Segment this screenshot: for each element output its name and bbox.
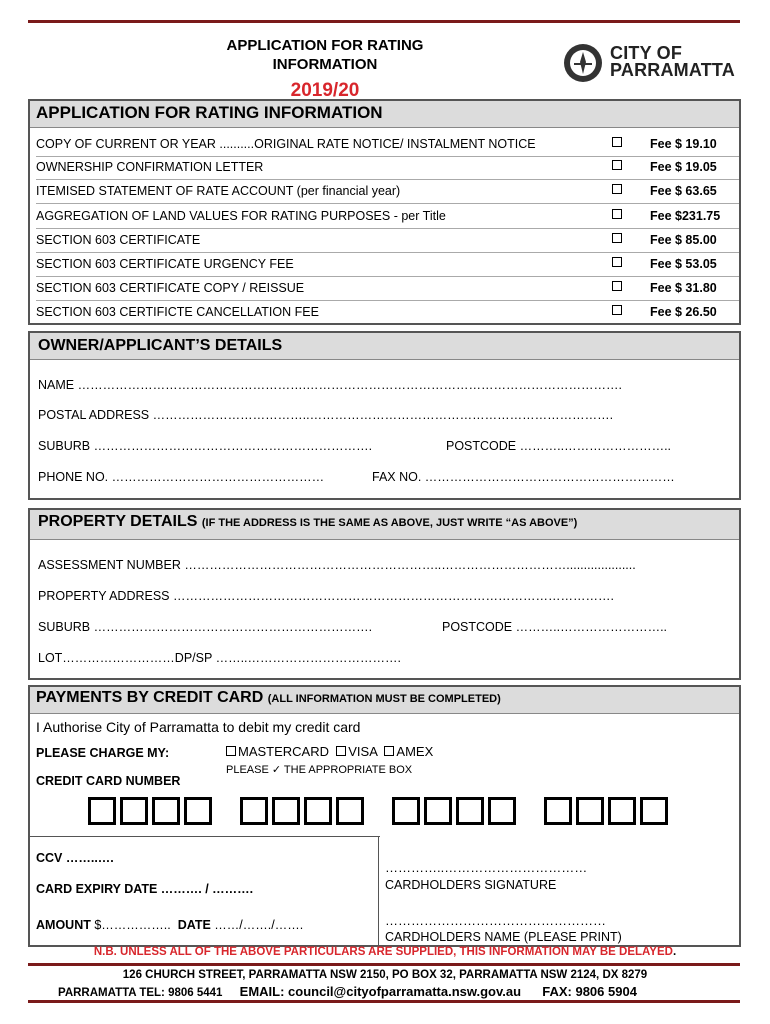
- owner-postcode-field[interactable]: POSTCODE ………..……………………..: [446, 439, 672, 453]
- payment-heading-note: (ALL INFORMATION MUST BE COMPLETED): [267, 693, 501, 705]
- card-digit-box[interactable]: [88, 797, 116, 825]
- fee-amount: Fee $231.75: [650, 209, 721, 223]
- form-title-line1: APPLICATION FOR RATING: [226, 37, 424, 54]
- fee-row: [36, 276, 739, 301]
- fee-amount: Fee $ 19.10: [650, 137, 717, 151]
- fee-item-checkbox[interactable]: [612, 256, 624, 270]
- card-number-label: CREDIT CARD NUMBER: [36, 774, 181, 788]
- card-digit-box[interactable]: [184, 797, 212, 825]
- mastercard-checkbox[interactable]: [226, 746, 236, 756]
- card-digit-box[interactable]: [488, 797, 516, 825]
- visa-checkbox[interactable]: [336, 746, 346, 756]
- checkbox-square-icon[interactable]: [612, 233, 622, 243]
- fee-item-checkbox[interactable]: [612, 159, 624, 173]
- fee-amount: Fee $ 31.80: [650, 281, 717, 295]
- fee-row: [36, 204, 739, 229]
- fee-row: [36, 179, 739, 204]
- footer-rule-top: [28, 963, 740, 966]
- payment-heading-bar: [30, 687, 739, 714]
- fee-row: [36, 155, 739, 180]
- fee-item-checkbox[interactable]: [612, 280, 624, 294]
- card-digit-box[interactable]: [240, 797, 268, 825]
- card-number-group-4: [544, 797, 672, 829]
- cardholder-name-line[interactable]: ……………………………………………: [385, 913, 606, 928]
- card-digit-box[interactable]: [544, 797, 572, 825]
- property-heading: PROPERTY DETAILS: [38, 513, 198, 530]
- fax-field[interactable]: FAX NO. ……………………………………………………: [372, 470, 675, 484]
- card-number-group-2: [240, 797, 368, 829]
- cardholder-name-label: CARDHOLDERS NAME (PLEASE PRINT): [385, 930, 622, 944]
- card-digit-box[interactable]: [304, 797, 332, 825]
- fee-item-label: SECTION 603 CERTIFICATE: [36, 233, 201, 247]
- expiry-field[interactable]: CARD EXPIRY DATE ………. / ……….: [36, 882, 254, 896]
- card-number-group-1: [88, 797, 216, 829]
- fee-item-label: SECTION 603 CERTIFICATE COPY / REISSUE: [36, 281, 305, 295]
- charge-label: PLEASE CHARGE MY:: [36, 746, 170, 760]
- checkbox-square-icon[interactable]: [612, 305, 622, 315]
- footer-contact: [58, 984, 637, 999]
- amount-field[interactable]: $……………..: [94, 918, 171, 932]
- postal-address-field[interactable]: POSTAL ADDRESS ………………………………..……………………………………………………………….: [38, 408, 614, 422]
- property-suburb-field[interactable]: SUBURB ………………………………………………………….: [38, 620, 373, 634]
- assessment-number-field[interactable]: ASSESSMENT NUMBER ……………………………………………………..…………………………....................: [38, 558, 636, 572]
- visa-option[interactable]: VISA: [336, 744, 377, 759]
- fee-row: [36, 300, 739, 324]
- logo-line1: CITY OF: [610, 43, 683, 63]
- owner-heading: OWNER/APPLICANT’S DETAILS: [30, 333, 739, 360]
- footer-rule-bottom: [28, 1000, 740, 1003]
- checkbox-square-icon[interactable]: [612, 281, 622, 291]
- property-heading-bar: [30, 510, 739, 540]
- payment-heading: PAYMENTS BY CREDIT CARD: [36, 689, 264, 706]
- card-digit-box[interactable]: [608, 797, 636, 825]
- fee-item-checkbox[interactable]: [612, 304, 624, 318]
- fee-row: [36, 252, 739, 277]
- fee-amount: Fee $ 19.05: [650, 160, 717, 174]
- amex-option[interactable]: AMEX: [384, 744, 433, 759]
- card-digit-box[interactable]: [336, 797, 364, 825]
- card-digit-box[interactable]: [152, 797, 180, 825]
- fee-item-checkbox[interactable]: [612, 232, 624, 246]
- card-digit-box[interactable]: [456, 797, 484, 825]
- signature-divider: [378, 836, 379, 947]
- date-label: DATE: [177, 918, 211, 932]
- amount-date-line: [36, 918, 303, 932]
- fee-row: [36, 228, 739, 253]
- property-section: [28, 508, 741, 680]
- property-postcode-field[interactable]: POSTCODE ………..……………………..: [442, 620, 668, 634]
- signature-line[interactable]: …………..……………………………: [385, 860, 588, 875]
- fee-item-label: SECTION 603 CERTIFICATE URGENCY FEE: [36, 257, 294, 271]
- mastercard-option[interactable]: MASTERCARD: [226, 744, 329, 759]
- fee-item-checkbox[interactable]: [612, 183, 624, 197]
- card-digit-box[interactable]: [120, 797, 148, 825]
- top-rule: [28, 20, 740, 23]
- fee-amount: Fee $ 26.50: [650, 305, 717, 319]
- fee-item-label: AGGREGATION OF LAND VALUES FOR RATING PURPOSES - per Title: [36, 209, 446, 223]
- footer-address: 126 CHURCH STREET, PARRAMATTA NSW 2150, PO BOX 32, PARRAMATTA NSW 2124, DX 8279: [122, 969, 648, 981]
- tick-note: PLEASE ✓ THE APPROPRIATE BOX: [226, 764, 413, 776]
- signature-label: CARDHOLDERS SIGNATURE: [385, 878, 557, 892]
- fee-item-checkbox[interactable]: [612, 208, 624, 222]
- form-year: 2019/20: [290, 80, 360, 101]
- fee-amount: Fee $ 63.65: [650, 184, 717, 198]
- amount-label: AMOUNT: [36, 918, 91, 932]
- card-area-divider: [30, 836, 380, 837]
- date-field[interactable]: ……/……./…….: [214, 918, 304, 932]
- property-address-field[interactable]: PROPERTY ADDRESS …………………………………………………………………………………………….: [38, 589, 614, 603]
- checkbox-square-icon[interactable]: [612, 184, 622, 194]
- logo-line2: PARRAMATTA: [610, 60, 735, 80]
- checkbox-square-icon[interactable]: [612, 137, 622, 147]
- checkbox-square-icon[interactable]: [612, 257, 622, 267]
- fee-amount: Fee $ 53.05: [650, 257, 717, 271]
- card-digit-box[interactable]: [392, 797, 420, 825]
- checkbox-square-icon[interactable]: [612, 209, 622, 219]
- ccv-field[interactable]: CCV ……..….: [36, 851, 114, 865]
- fee-item-label: ITEMISED STATEMENT OF RATE ACCOUNT (per financial year): [36, 184, 401, 198]
- property-heading-note: (IF THE ADDRESS IS THE SAME AS ABOVE, JUST WRITE “AS ABOVE”): [201, 517, 578, 529]
- owner-section: [28, 331, 741, 500]
- phone-field[interactable]: PHONE NO. ……………………………………………: [38, 470, 325, 484]
- card-digit-box[interactable]: [424, 797, 452, 825]
- owner-suburb-field[interactable]: SUBURB ………………………………………………………….: [38, 439, 373, 453]
- city-emblem-icon: [562, 42, 604, 84]
- card-type-options: [226, 744, 433, 759]
- fee-item-label: SECTION 603 CERTIFICTE CANCELLATION FEE: [36, 305, 319, 319]
- footer-email[interactable]: EMAIL: council@cityofparramatta.nsw.gov.au: [239, 984, 522, 999]
- fee-amount: Fee $ 85.00: [650, 233, 717, 247]
- rating-heading: APPLICATION FOR RATING INFORMATION: [30, 101, 739, 128]
- form-title-line2: INFORMATION: [272, 56, 378, 73]
- rating-section: [28, 99, 741, 325]
- amex-checkbox[interactable]: [384, 746, 394, 756]
- city-logo: [562, 42, 742, 82]
- fee-item-label: COPY OF CURRENT OR YEAR ..........ORIGINAL RATE NOTICE/ INSTALMENT NOTICE: [36, 137, 536, 151]
- card-digit-box[interactable]: [576, 797, 604, 825]
- lot-dpsp-field[interactable]: LOT………………………DP/SP ……..……………………………….: [38, 651, 401, 665]
- name-field[interactable]: NAME ……………………………………………….………………………………………………………………….: [38, 378, 623, 392]
- authorise-text: I Authorise City of Parramatta to debit my credit card: [36, 719, 361, 735]
- fee-item-checkbox[interactable]: [612, 136, 624, 150]
- fee-row: [36, 132, 739, 157]
- checkbox-square-icon[interactable]: [612, 160, 622, 170]
- card-digit-box[interactable]: [640, 797, 668, 825]
- card-digit-box[interactable]: [272, 797, 300, 825]
- footer-fax: FAX: 9806 5904: [542, 984, 637, 999]
- footer-tel: PARRAMATTA TEL: 9806 5441: [58, 987, 223, 999]
- card-number-group-3: [392, 797, 520, 829]
- delay-notice: N.B. UNLESS ALL OF THE ABOVE PARTICULARS ARE SUPPLIED, THIS INFORMATION MAY BE DELAYED.: [93, 946, 677, 958]
- fee-item-label: OWNERSHIP CONFIRMATION LETTER: [36, 160, 264, 174]
